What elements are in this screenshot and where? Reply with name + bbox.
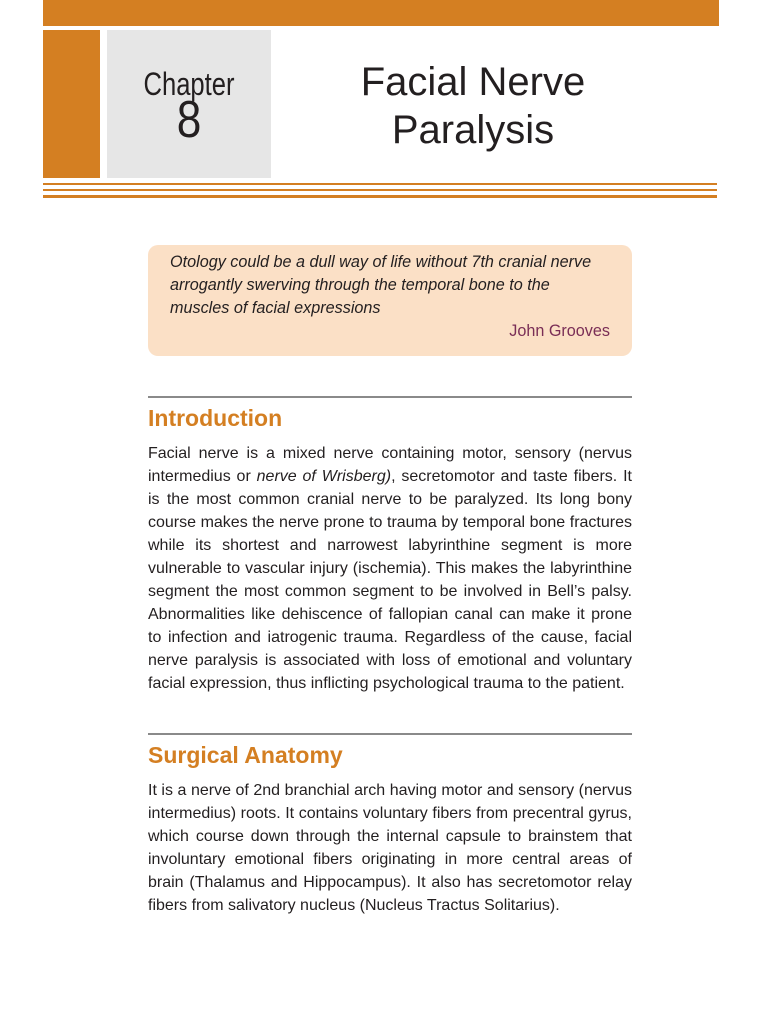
header-rule [43,183,717,185]
header-top-bar [43,0,719,26]
section-introduction [148,396,632,695]
header-rule [43,195,717,198]
epigraph-author: John Grooves [509,322,610,340]
body-text: Facial nerve is a mixed nerve containing motor, sensory (nervus intermedius or [148,445,632,485]
header-rule [43,189,717,191]
chapter-label: Chapter [143,66,235,102]
chapter-box [107,30,271,178]
chapter-title-line1: Facial Nerve [360,60,586,104]
chapter-number: 8 [176,91,202,149]
body-emphasis: nerve of Wrisberg) [256,468,392,485]
section-heading: Surgical Anatomy [148,742,343,768]
section-body: It is a nerve of 2nd branchial arch having motor and sensory (nervus intermedius) roots. It contains voluntary fibers from precentral gyrus, which course down through the internal capsule to brainstem that involuntary emotional fibers originating in more central areas of brain (Thalamus and Hippocampus). It also has secretomotor relay fibers from salivatory nucleus (Nucleus Tractus Solitarius). [148,782,632,914]
section-body [148,442,632,695]
epigraph-box [148,245,632,356]
header-accent-block [43,30,100,178]
chapter-title-line2: Paralysis [391,108,555,152]
epigraph-text: Otology could be a dull way of life without 7th cranial nerve arrogantly swerving through the temporal bone to the muscles of facial expressions [170,253,592,317]
section-divider [148,396,632,398]
section-surgical-anatomy [148,733,632,917]
section-heading: Introduction [148,405,283,431]
body-text: , secretomotor and taste fibers. It is the most common cranial nerve to be paralyzed. Its long bony course makes the nerve prone to trauma by temporal bone fractures while its shortest and narrowest labyrinthine segment is more vulnerable to vascular injury (ischemia). This makes the labyrinthine segment the most common segment to be involved in Bell’s palsy. Abnormalities like dehiscence of fallopian canal can make it prone to infection and iatrogenic trauma. Regardless of the cause, facial nerve paralysis is associated with loss of emotional and voluntary facial expression, thus inflicting psychological trauma to the patient. [148,468,632,692]
section-divider [148,733,632,735]
chapter-title [320,58,626,154]
